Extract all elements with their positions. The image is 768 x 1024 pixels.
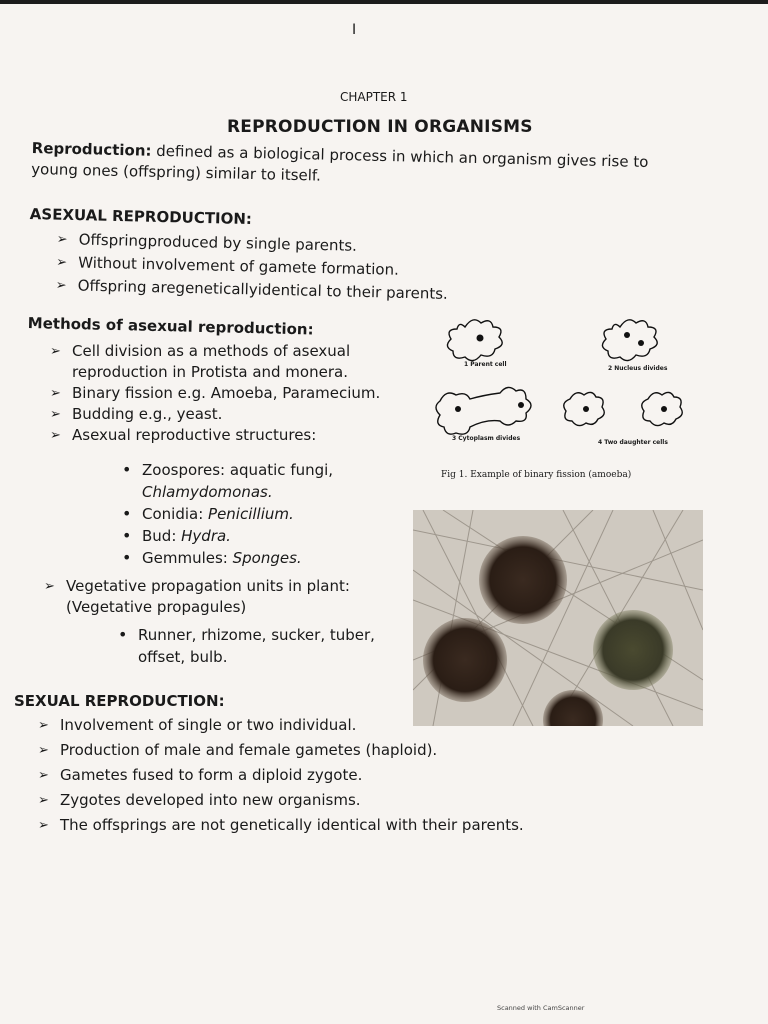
nucleus [624,332,630,338]
definition-term: Reproduction: [31,138,152,160]
list-item: ➢ Zygotes developed into new organisms. [38,788,524,813]
methods-heading: Methods of asexual reproduction: [27,314,314,339]
binary-fission-figure [430,305,700,485]
asexual-heading: ASEXUAL REPRODUCTION: [29,205,253,229]
list-item: ➢ Vegetative propagation units in plant: (Vegetative propagules) [44,576,404,618]
structure-label: Zoospores: aquatic fungi, [142,461,334,479]
list-item: ➢ The offsprings are not genetically identical with their parents. [38,813,524,838]
list-item: ➢ Production of male and female gametes (haploid). [38,738,524,763]
structure-label: Conidia: [142,505,209,523]
figure-label: 4 Two daughter cells [598,439,668,446]
reproduction-definition [31,138,692,195]
list-item: ➢ Cell division as a methods of asexual reproduction in Protista and monera. [50,341,430,383]
list-item: ➢ Binary fission e.g. Amoeba, Paramecium. [50,383,430,404]
list-item [118,459,333,503]
sexual-heading: SEXUAL REPRODUCTION: [14,692,225,710]
list-item [118,525,333,547]
cytoplasm-dividing-cell [436,387,531,434]
sexual-points [38,713,524,838]
list-item: • Runner, rhizome, sucker, tuber, offset, bulb. [114,624,414,668]
figure-label: 3 Cytoplasm divides [452,435,521,442]
structure-label: Bud: [142,527,182,545]
structure-label: Gemmules: [142,549,233,567]
structure-example: Hydra. [181,527,231,545]
parent-cell [447,320,502,361]
list-item [118,503,333,525]
list-item [118,547,333,569]
mold-photo [413,510,703,726]
definition-text: defined as a biological process in which an organism gives rise to young ones (offspring) similar to itself. [31,141,649,185]
amoeba-diagram [430,305,700,475]
spore-head [423,618,507,702]
chapter-label: CHAPTER 1 [340,90,408,104]
nucleus [661,406,667,412]
page-title: REPRODUCTION IN ORGANISMS [227,117,533,137]
nucleus [583,406,589,412]
list-item: ➢ Asexual reproductive structures: [50,425,430,446]
nucleus [518,402,524,408]
list-item: ➢ Offspringproduced by single parents. [56,228,449,260]
list-item: ➢ Budding e.g., yeast. [50,404,430,425]
structure-example: Sponges. [232,549,302,567]
figure-caption: Fig 1. Example of binary fission (amoeba) [441,470,632,480]
nucleus [477,335,484,342]
nucleus [638,340,644,346]
vegetative-point [44,576,404,618]
scanner-watermark: Scanned with CamScanner [497,1004,585,1012]
structure-example: Chlamydomonas. [142,483,273,501]
nucleus [455,406,461,412]
list-item: ➢ Without involvement of gamete formation. [56,251,449,283]
list-item: ➢ Offspring aregeneticallyidentical to their parents. [55,274,448,306]
figure-label: 2 Nucleus divides [608,365,668,372]
list-item: ➢ Involvement of single or two individual. [38,713,524,738]
scan-top-edge [0,0,768,4]
figure-label: 1 Parent cell [464,361,507,368]
fungi-micrograph [413,510,703,726]
dividing-nucleus-cell [602,320,657,361]
asexual-points [55,228,449,306]
structure-example: Penicillium. [208,505,294,523]
methods-points [50,341,430,446]
page-number: I [352,22,357,38]
list-item: ➢ Gametes fused to form a diploid zygote. [38,763,524,788]
spore-head [593,610,673,690]
vegetative-units [114,624,414,668]
spore-head [479,536,567,624]
asexual-structures [118,459,333,569]
